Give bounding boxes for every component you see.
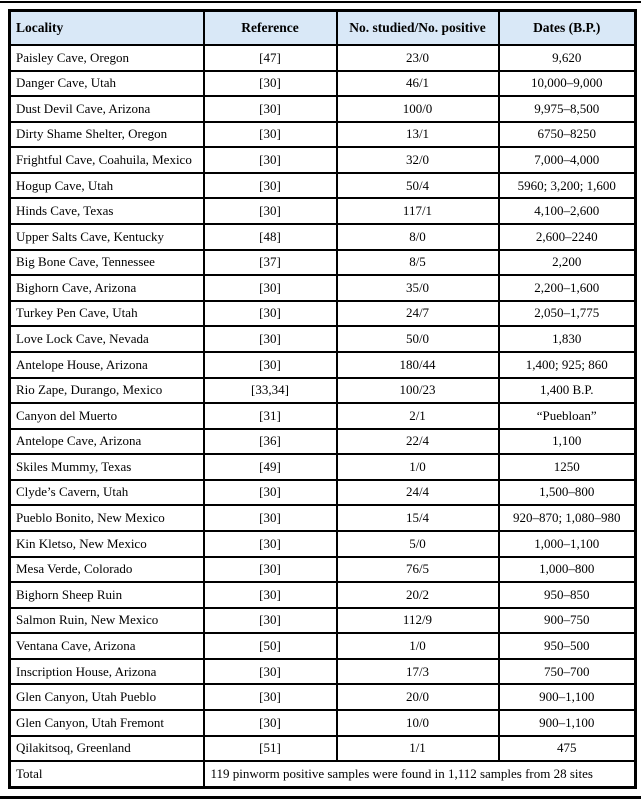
reference-cell: [50] — [204, 633, 337, 659]
reference-cell: [30] — [204, 71, 337, 97]
table-row — [10, 250, 636, 276]
table-row — [10, 45, 636, 71]
studied-positive-cell: 100/23 — [337, 378, 499, 404]
dates-cell: 2,200 — [499, 250, 636, 276]
table-row — [10, 326, 636, 352]
table-row — [10, 582, 636, 608]
reference-cell: [37] — [204, 250, 337, 276]
dates-cell: 1,100 — [499, 429, 636, 455]
reference-cell: [30] — [204, 531, 337, 557]
locality-cell: Bighorn Sheep Ruin — [10, 582, 204, 608]
table-row — [10, 429, 636, 455]
studied-positive-cell: 46/1 — [337, 71, 499, 97]
locality-cell: Clyde’s Cavern, Utah — [10, 480, 204, 506]
dates-cell: 9,975–8,500 — [499, 96, 636, 122]
locality-cell: Glen Canyon, Utah Pueblo — [10, 684, 204, 710]
locality-cell: Pueblo Bonito, New Mexico — [10, 505, 204, 531]
dates-cell: 4,100–2,600 — [499, 198, 636, 224]
table-row — [10, 147, 636, 173]
studied-positive-cell: 100/0 — [337, 96, 499, 122]
reference-cell: [51] — [204, 736, 337, 762]
studied-positive-cell: 15/4 — [337, 505, 499, 531]
dates-cell: 950–850 — [499, 582, 636, 608]
studied-positive-cell: 112/9 — [337, 608, 499, 634]
studied-positive-cell: 35/0 — [337, 275, 499, 301]
studied-positive-cell: 8/0 — [337, 224, 499, 250]
locality-cell: Skiles Mummy, Texas — [10, 454, 204, 480]
table-row — [10, 557, 636, 583]
dates-cell: 7,000–4,000 — [499, 147, 636, 173]
locality-cell: Bighorn Cave, Arizona — [10, 275, 204, 301]
total-summary-cell: 119 pinworm positive samples were found in 1,112 samples from 28 sites — [204, 761, 636, 787]
locality-cell: Big Bone Cave, Tennessee — [10, 250, 204, 276]
table-row — [10, 454, 636, 480]
table-header — [10, 11, 636, 46]
table-row — [10, 480, 636, 506]
studied-positive-cell: 50/0 — [337, 326, 499, 352]
locality-cell: Qilakitsoq, Greenland — [10, 736, 204, 762]
locality-cell: Canyon del Muerto — [10, 403, 204, 429]
dates-cell: “Puebloan” — [499, 403, 636, 429]
dates-cell: 475 — [499, 736, 636, 762]
dates-cell: 900–750 — [499, 608, 636, 634]
locality-cell: Dirty Shame Shelter, Oregon — [10, 122, 204, 148]
locality-cell: Salmon Ruin, New Mexico — [10, 608, 204, 634]
reference-cell: [30] — [204, 684, 337, 710]
dates-cell: 950–500 — [499, 633, 636, 659]
reference-cell: [48] — [204, 224, 337, 250]
locality-cell: Hinds Cave, Texas — [10, 198, 204, 224]
table-row — [10, 633, 636, 659]
studied-positive-cell: 10/0 — [337, 710, 499, 736]
dates-cell: 1,000–1,100 — [499, 531, 636, 557]
studied-positive-cell: 24/7 — [337, 301, 499, 327]
locality-cell: Inscription House, Arizona — [10, 659, 204, 685]
table-row — [10, 198, 636, 224]
table-row — [10, 173, 636, 199]
dates-cell: 2,600–2240 — [499, 224, 636, 250]
bottom-rule — [0, 796, 641, 799]
dates-cell: 1,830 — [499, 326, 636, 352]
reference-cell: [30] — [204, 557, 337, 583]
dates-cell: 1,500–800 — [499, 480, 636, 506]
locality-cell: Ventana Cave, Arizona — [10, 633, 204, 659]
reference-cell: [47] — [204, 45, 337, 71]
locality-cell: Love Lock Cave, Nevada — [10, 326, 204, 352]
locality-cell: Frightful Cave, Coahuila, Mexico — [10, 147, 204, 173]
top-rule — [0, 1, 641, 3]
column-header-locality: Locality — [10, 11, 204, 46]
dates-cell: 9,620 — [499, 45, 636, 71]
studied-positive-cell: 17/3 — [337, 659, 499, 685]
studied-positive-cell: 2/1 — [337, 403, 499, 429]
reference-cell: [36] — [204, 429, 337, 455]
studied-positive-cell: 20/0 — [337, 684, 499, 710]
table-footer — [10, 761, 636, 787]
reference-cell: [30] — [204, 582, 337, 608]
studied-positive-cell: 50/4 — [337, 173, 499, 199]
dates-cell: 900–1,100 — [499, 710, 636, 736]
studied-positive-cell: 24/4 — [337, 480, 499, 506]
column-header-dates: Dates (B.P.) — [499, 11, 636, 46]
table-row — [10, 608, 636, 634]
reference-cell: [30] — [204, 505, 337, 531]
table-row — [10, 505, 636, 531]
reference-cell: [30] — [204, 659, 337, 685]
table-row — [10, 352, 636, 378]
studied-positive-cell: 23/0 — [337, 45, 499, 71]
dates-cell: 1,400 B.P. — [499, 378, 636, 404]
table-row — [10, 275, 636, 301]
reference-cell: [30] — [204, 710, 337, 736]
reference-cell: [30] — [204, 352, 337, 378]
column-header-studied-positive: No. studied/No. positive — [337, 11, 499, 46]
studied-positive-cell: 76/5 — [337, 557, 499, 583]
dates-cell: 1250 — [499, 454, 636, 480]
studied-positive-cell: 1/1 — [337, 736, 499, 762]
reference-cell: [31] — [204, 403, 337, 429]
locality-cell: Antelope House, Arizona — [10, 352, 204, 378]
reference-cell: [30] — [204, 198, 337, 224]
reference-cell: [30] — [204, 326, 337, 352]
studied-positive-cell: 13/1 — [337, 122, 499, 148]
reference-cell: [30] — [204, 275, 337, 301]
table-row — [10, 378, 636, 404]
column-header-reference: Reference — [204, 11, 337, 46]
dates-cell: 2,200–1,600 — [499, 275, 636, 301]
table-row — [10, 659, 636, 685]
studied-positive-cell: 32/0 — [337, 147, 499, 173]
dates-cell: 750–700 — [499, 659, 636, 685]
reference-cell: [30] — [204, 480, 337, 506]
dates-cell: 10,000–9,000 — [499, 71, 636, 97]
reference-cell: [30] — [204, 173, 337, 199]
table-row — [10, 301, 636, 327]
dates-cell: 2,050–1,775 — [499, 301, 636, 327]
locality-cell: Mesa Verde, Colorado — [10, 557, 204, 583]
studied-positive-cell: 180/44 — [337, 352, 499, 378]
table-row — [10, 122, 636, 148]
total-label-cell: Total — [10, 761, 204, 787]
reference-cell: [30] — [204, 96, 337, 122]
studied-positive-cell: 8/5 — [337, 250, 499, 276]
dates-cell: 920–870; 1,080–980 — [499, 505, 636, 531]
dates-cell: 1,000–800 — [499, 557, 636, 583]
locality-cell: Upper Salts Cave, Kentucky — [10, 224, 204, 250]
table-row — [10, 96, 636, 122]
reference-cell: [30] — [204, 608, 337, 634]
locality-cell: Glen Canyon, Utah Fremont — [10, 710, 204, 736]
pinworm-localities-table — [8, 9, 637, 789]
locality-cell: Rio Zape, Durango, Mexico — [10, 378, 204, 404]
reference-cell: [30] — [204, 122, 337, 148]
table-row — [10, 684, 636, 710]
studied-positive-cell: 5/0 — [337, 531, 499, 557]
table-row — [10, 736, 636, 762]
table-row — [10, 403, 636, 429]
locality-cell: Antelope Cave, Arizona — [10, 429, 204, 455]
reference-cell: [30] — [204, 147, 337, 173]
table-row — [10, 531, 636, 557]
studied-positive-cell: 117/1 — [337, 198, 499, 224]
reference-cell: [49] — [204, 454, 337, 480]
studied-positive-cell: 1/0 — [337, 454, 499, 480]
table-body — [10, 45, 636, 761]
header-row — [10, 11, 636, 46]
reference-cell: [30] — [204, 301, 337, 327]
locality-cell: Paisley Cave, Oregon — [10, 45, 204, 71]
reference-cell: [33,34] — [204, 378, 337, 404]
studied-positive-cell: 20/2 — [337, 582, 499, 608]
locality-cell: Danger Cave, Utah — [10, 71, 204, 97]
total-row — [10, 761, 636, 787]
studied-positive-cell: 1/0 — [337, 633, 499, 659]
table-row — [10, 71, 636, 97]
dates-cell: 1,400; 925; 860 — [499, 352, 636, 378]
dates-cell: 6750–8250 — [499, 122, 636, 148]
locality-cell: Turkey Pen Cave, Utah — [10, 301, 204, 327]
table-row — [10, 224, 636, 250]
studied-positive-cell: 22/4 — [337, 429, 499, 455]
locality-cell: Dust Devil Cave, Arizona — [10, 96, 204, 122]
locality-cell: Hogup Cave, Utah — [10, 173, 204, 199]
dates-cell: 5960; 3,200; 1,600 — [499, 173, 636, 199]
table-row — [10, 710, 636, 736]
locality-cell: Kin Kletso, New Mexico — [10, 531, 204, 557]
dates-cell: 900–1,100 — [499, 684, 636, 710]
